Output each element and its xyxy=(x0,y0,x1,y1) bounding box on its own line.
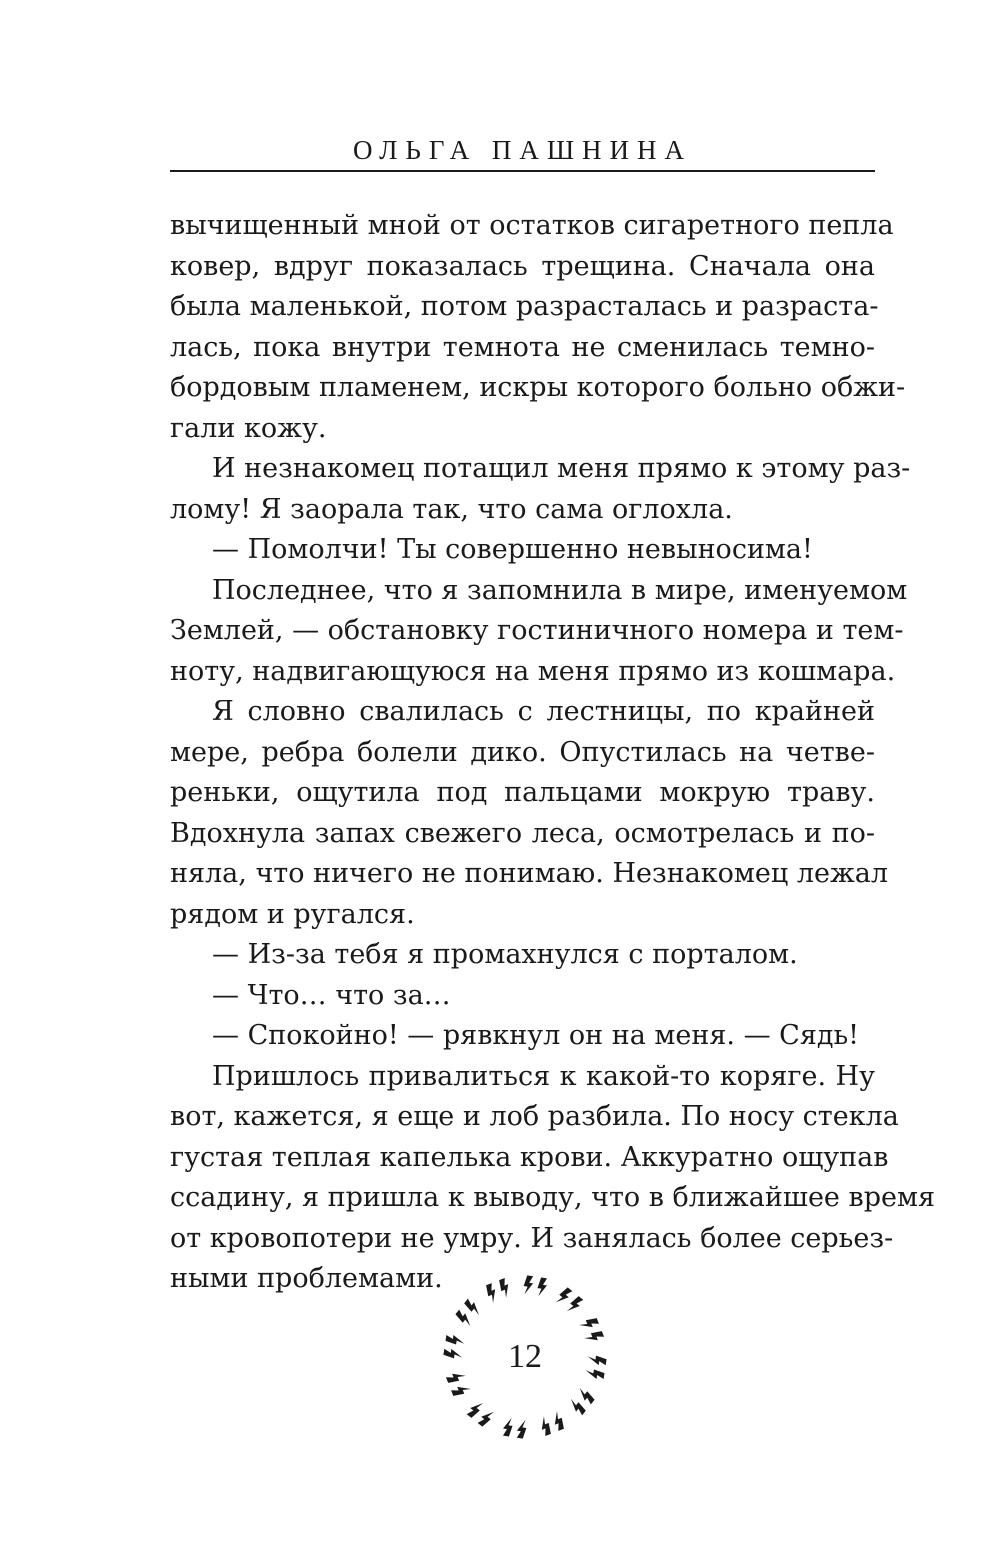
text-line: — Спокойно! — рявкнул он на меня. — Сядь! xyxy=(212,1020,860,1051)
text-line: реньки, ощутила под пальцами мокрую траву. xyxy=(170,777,875,808)
text-line: ными проблемами. xyxy=(170,1263,443,1294)
text-line: гали кожу. xyxy=(170,412,327,444)
text-line: бордовым пламенем, искры которого больно обжи- xyxy=(170,372,906,403)
text-line: — Что… что за… xyxy=(212,979,451,1011)
header-rule xyxy=(170,170,875,172)
page-ornament xyxy=(430,1262,620,1452)
text-line: ссадину, я пришла к выводу, что в ближайшее время xyxy=(170,1182,935,1213)
text-line: — Помолчи! Ты совершенно невыносима! xyxy=(212,534,813,565)
text-line: няла, что ничего не понимаю. Незнакомец лежал xyxy=(170,858,889,889)
text-line: мере, ребра болели дико. Опустилась на четве- xyxy=(170,736,875,768)
text-line: — Из-за тебя я промахнулся с порталом. xyxy=(212,939,798,970)
body-text xyxy=(170,206,935,1300)
text-line: Пришлось привалиться к какой-то коряге. Ну xyxy=(212,1060,875,1092)
text-line: Последнее, что я запомнила в мире, именуемом xyxy=(212,574,908,606)
text-line: густая теплая капелька крови. Аккуратно ощупав xyxy=(170,1141,889,1173)
text-line: рядом и ругался. xyxy=(170,898,415,930)
text-line: лому! Я заорала так, что сама оглохла. xyxy=(170,493,733,525)
text-line: вот, кажется, я еще и лоб разбила. По носу стекла xyxy=(170,1101,899,1132)
text-line: вычищенный мной от остатков сигаретного пепла xyxy=(170,210,894,241)
text-line: была маленькой, потом разрасталась и разраста- xyxy=(170,291,879,322)
text-line: от кровопотери не умру. И занялась более серьез- xyxy=(170,1222,894,1254)
text-line: Землей, — обстановку гостиничного номера и тем- xyxy=(170,615,904,646)
running-head-author: ОЛЬГА ПАШНИНА xyxy=(352,135,693,165)
text-line: ковер, вдруг показалась трещина. Сначала она xyxy=(170,250,875,282)
text-line: лась, пока внутри темнота не сменилась темно- xyxy=(170,331,875,363)
text-line: ноту, надвигающуюся на меня прямо из кошмара. xyxy=(170,655,896,687)
text-line: Я словно свалилась с лестницы, по крайней xyxy=(212,696,875,727)
text-line: Вдохнула запах свежего леса, осмотрелась и по- xyxy=(170,817,875,849)
text-line: И незнакомец потащил меня прямо к этому раз- xyxy=(212,453,911,484)
page-number: 12 xyxy=(508,1338,542,1375)
